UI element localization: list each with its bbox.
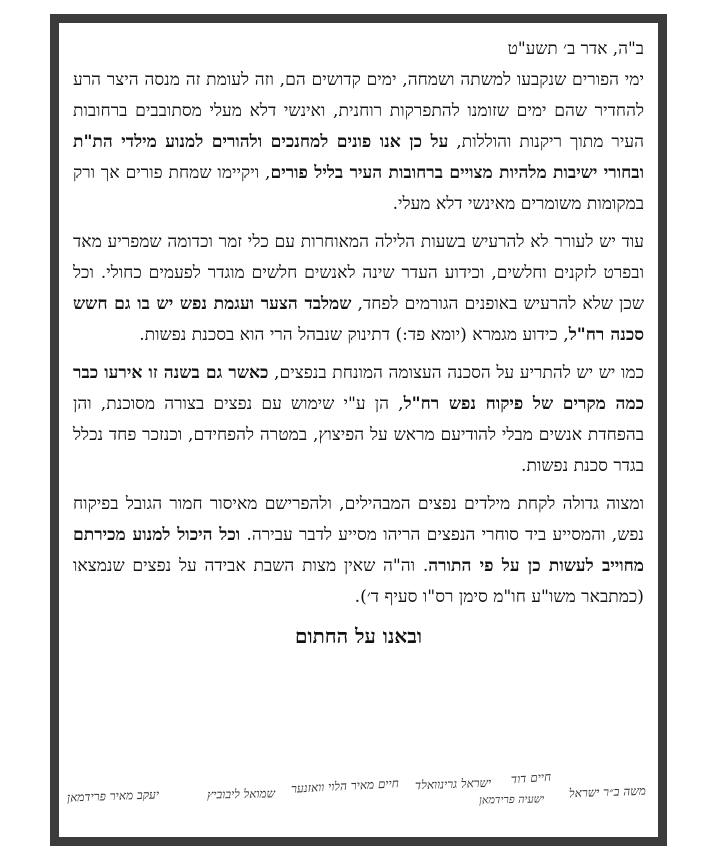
signature: חיים דוד [510,769,552,787]
paragraph-text: ימי הפורים שנקבעו למשתה ושמחה, ימים קדושים הם, וזה לעומת זה מנסה היצר הרע להחדיר שהם ימים שזומנו להתפרקות רוחנית, ואינשי דלא מעלי מסתובבים ברחובות העיר מתוך ריקנות והוללות, [73,70,644,152]
paragraph-text: , כידוע מגמרא (יומא פד:) דתינוק שנבהל הרי הוא בסכנת נפשות. [139,325,569,345]
closing-line: ובאנו על החתום [295,624,422,648]
paragraph-firecrackers-danger [73,358,644,482]
signature: חיים מאיר הלוי וואזנער [290,776,400,796]
signature: משה ב״ר ישראל [568,783,647,801]
paragraph-text: . וה"ה שאין מצות השבת אבידה על נפצים שנמצאו (כמתבאר משו"ע חו"מ סימן רס"ו סעיף ד׳). [73,556,644,607]
paragraph-noise [73,227,644,351]
paragraph-mitzvah [73,489,644,613]
paragraph-text: , הן ע"י שימוש עם נפצים בצורה מסוכנת, והן בהפחדת אנשים מבלי להודיעם מראש על הפיצוץ, במטרה להפחידם, וכנזכר פחד נכלל בגדר סכנת נפשות. [73,394,644,476]
paragraph-emphasis: על כן אנו פונים למחנכים ולהורים למנוע מילדי הת"ת ובחורי ישיבות מלהיות מצויים ברחובות העיר בליל פורים [73,132,644,183]
paragraph-emphasis: שמלבד הצער ועגמת נפש יש בו גם חשש סכנה רח"ל [73,294,644,345]
paragraph-text: ומצוה גדולה לקחת מילדים נפצים המבהילים, ולהפרישם מאיסור חמור הגובל בפיקוח נפש, והמסייע ביד סוחרי הנפצים הריהו מסייע לדבר עבירה. [73,494,644,545]
letter-content [73,37,647,837]
paragraph-emphasis: וכל היכול למנוע מכירתם מחוייב לעשות כן על פי התורה [73,525,644,576]
document-frame [50,14,667,846]
paragraph-purim-streets [73,65,644,220]
signature: ישראל גרינוואלד [414,775,492,793]
paragraph-text: , ויקיימו שמחת פורים אך ורק במקומות משומרים מאינשי דלא מעלי. [73,163,644,214]
paragraph-emphasis: כאשר גם בשנה זו אירעו כבר כמה מקרים של פיקוח נפש רח"ל [73,363,644,414]
signature: ישעיה פרידמאן [478,792,545,807]
paragraph-text: עוד יש לעורר לא להרעיש בשעות הלילה המאוחרות עם כלי זמר וכדומה שמפריע מאד ובפרט לזקנים וחלשים, וכידוע העדר שינה לאנשים חלשים מוגדר לפעמים כחולי. וכל שכן שלא להרעיש באופנים הגורמים לפחד, [73,232,644,314]
signature: יעקב מאיר פרידמאן [66,787,160,805]
paragraph-text: כמו יש יש להתריע על הסכנה העצומה המונחת בנפצים, [268,363,644,383]
letter-date: ב"ה, אדר ב׳ תשע"ט [507,39,644,59]
signatures-row [59,771,658,821]
signature: שמואל ליבוביץ [206,786,276,802]
